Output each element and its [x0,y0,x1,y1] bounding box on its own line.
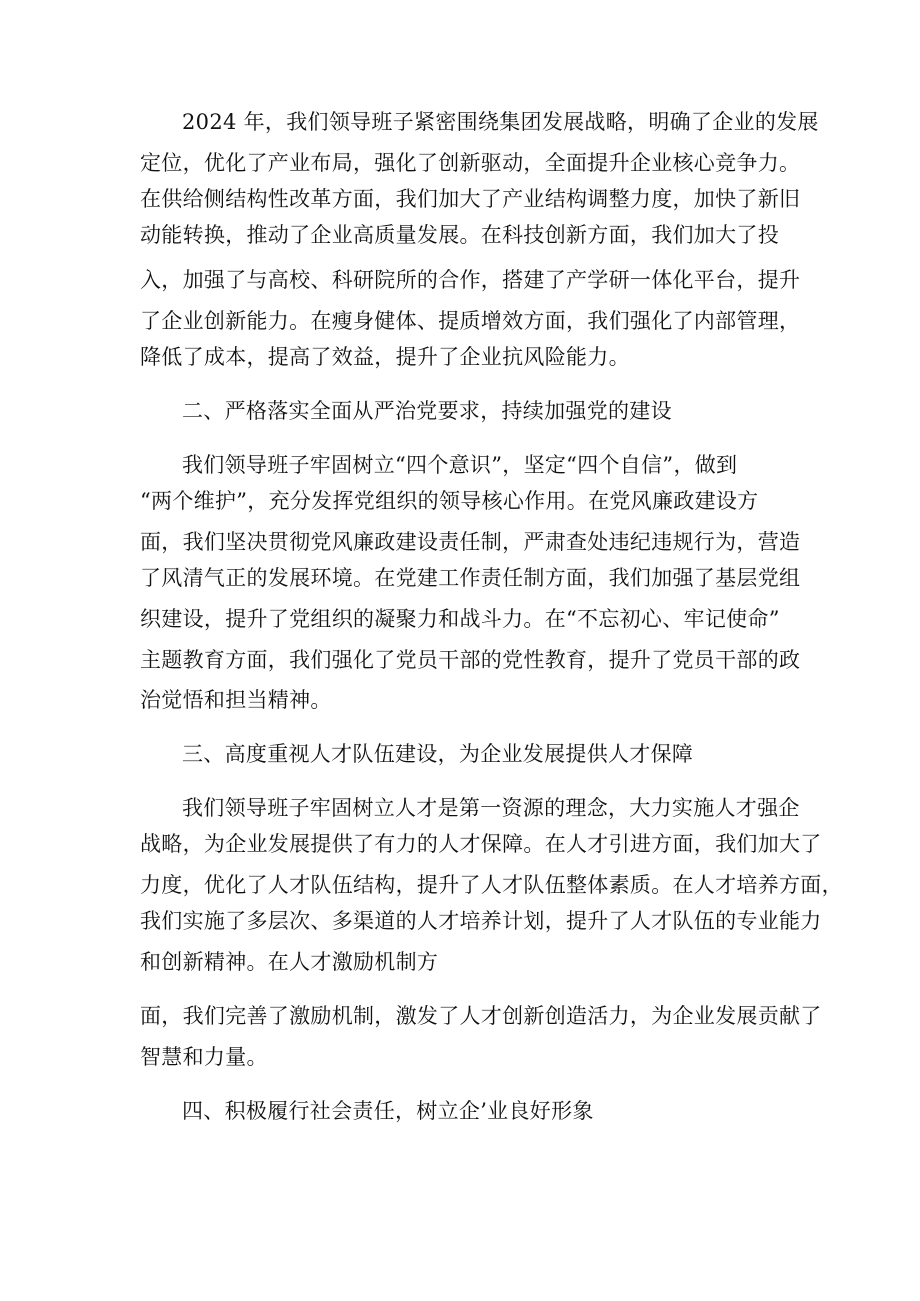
section-heading-3: 三、高度重视人才队伍建设，为企业发展提供人才保障 [182,742,694,766]
section-heading-2: 二、严格落实全面从严治党要求，持续加强党的建设 [182,399,672,423]
paragraph-2-line-6: 主题教育方面，我们强化了党员干部的党性教育，提升了党员干部的政 [140,648,801,672]
paragraph-3-line-2: 战略，为企业发展提供了有力的人才保障。在人才引进方面，我们加大了 [140,832,822,856]
paragraph-2-line-4: 了风清气正的发展环境。在党建工作责任制方面，我们加强了基层党组 [140,566,801,590]
paragraph-3-line-3: 力度，优化了人才队伍结构，提升了人才队伍整体素质。在人才培养方面， [140,873,843,897]
paragraph-1-line-2: 定位，优化了产业布局，强化了创新驱动，全面提升企业核心竞争力。 [140,151,801,175]
paragraph-2-line-1: 我们领导班子牢固树立“四个意识”，坚定“四个自信”，做到 [182,453,738,477]
paragraph-1-line-4: 动能转换，推动了企业高质量发展。在科技创新方面，我们加大了投 [140,223,779,247]
paragraph-4-line-2: 智慧和力量。 [140,1045,268,1069]
paragraph-3-line-5: 和创新精神。在人才激励机制方 [140,950,439,974]
paragraph-4-line-1: 面，我们完善了激励机制，激发了人才创新创造活力，为企业发展贡献了 [140,1004,822,1028]
paragraph-1-line-1: 2024 年，我们领导班子紧密围绕集团发展战略，明确了企业的发展 [182,110,819,134]
paragraph-3-line-4: 我们实施了多层次、多渠道的人才培养计划，提升了人才队伍的专业能力 [140,909,822,933]
paragraph-1-line-5: 入，加强了与高校、科研院所的合作，搭建了产学研一体化平台，提升 [140,268,801,292]
paragraph-1-line-7: 降低了成本，提高了效益，提升了企业抗风险能力。 [140,345,630,369]
paragraph-2-line-2: “两个维护”，充分发挥党组织的领导核心作用。在党风廉政建设方 [140,489,759,513]
paragraph-2-line-5: 织建设，提升了党组织的凝聚力和战斗力。在“不忘初心、牢记使命” [140,607,780,631]
paragraph-1-line-3: 在供给侧结构性改革方面，我们加大了产业结构调整力度，加快了新旧 [140,187,801,211]
paragraph-2-line-7: 治觉悟和担当精神。 [140,688,332,712]
paragraph-2-line-3: 面，我们坚决贯彻党风廉政建设责任制，严肃查处违纪违规行为，营造 [140,530,801,554]
paragraph-3-line-1: 我们领导班子牢固树立人才是第一资源的理念，大力实施人才强企 [182,796,800,820]
section-heading-4: 四、积极履行社会责任，树立企’业良好形象 [182,1099,594,1123]
paragraph-1-line-6: 了企业创新能力。在瘦身健体、提质增效方面，我们强化了内部管理， [140,309,801,333]
